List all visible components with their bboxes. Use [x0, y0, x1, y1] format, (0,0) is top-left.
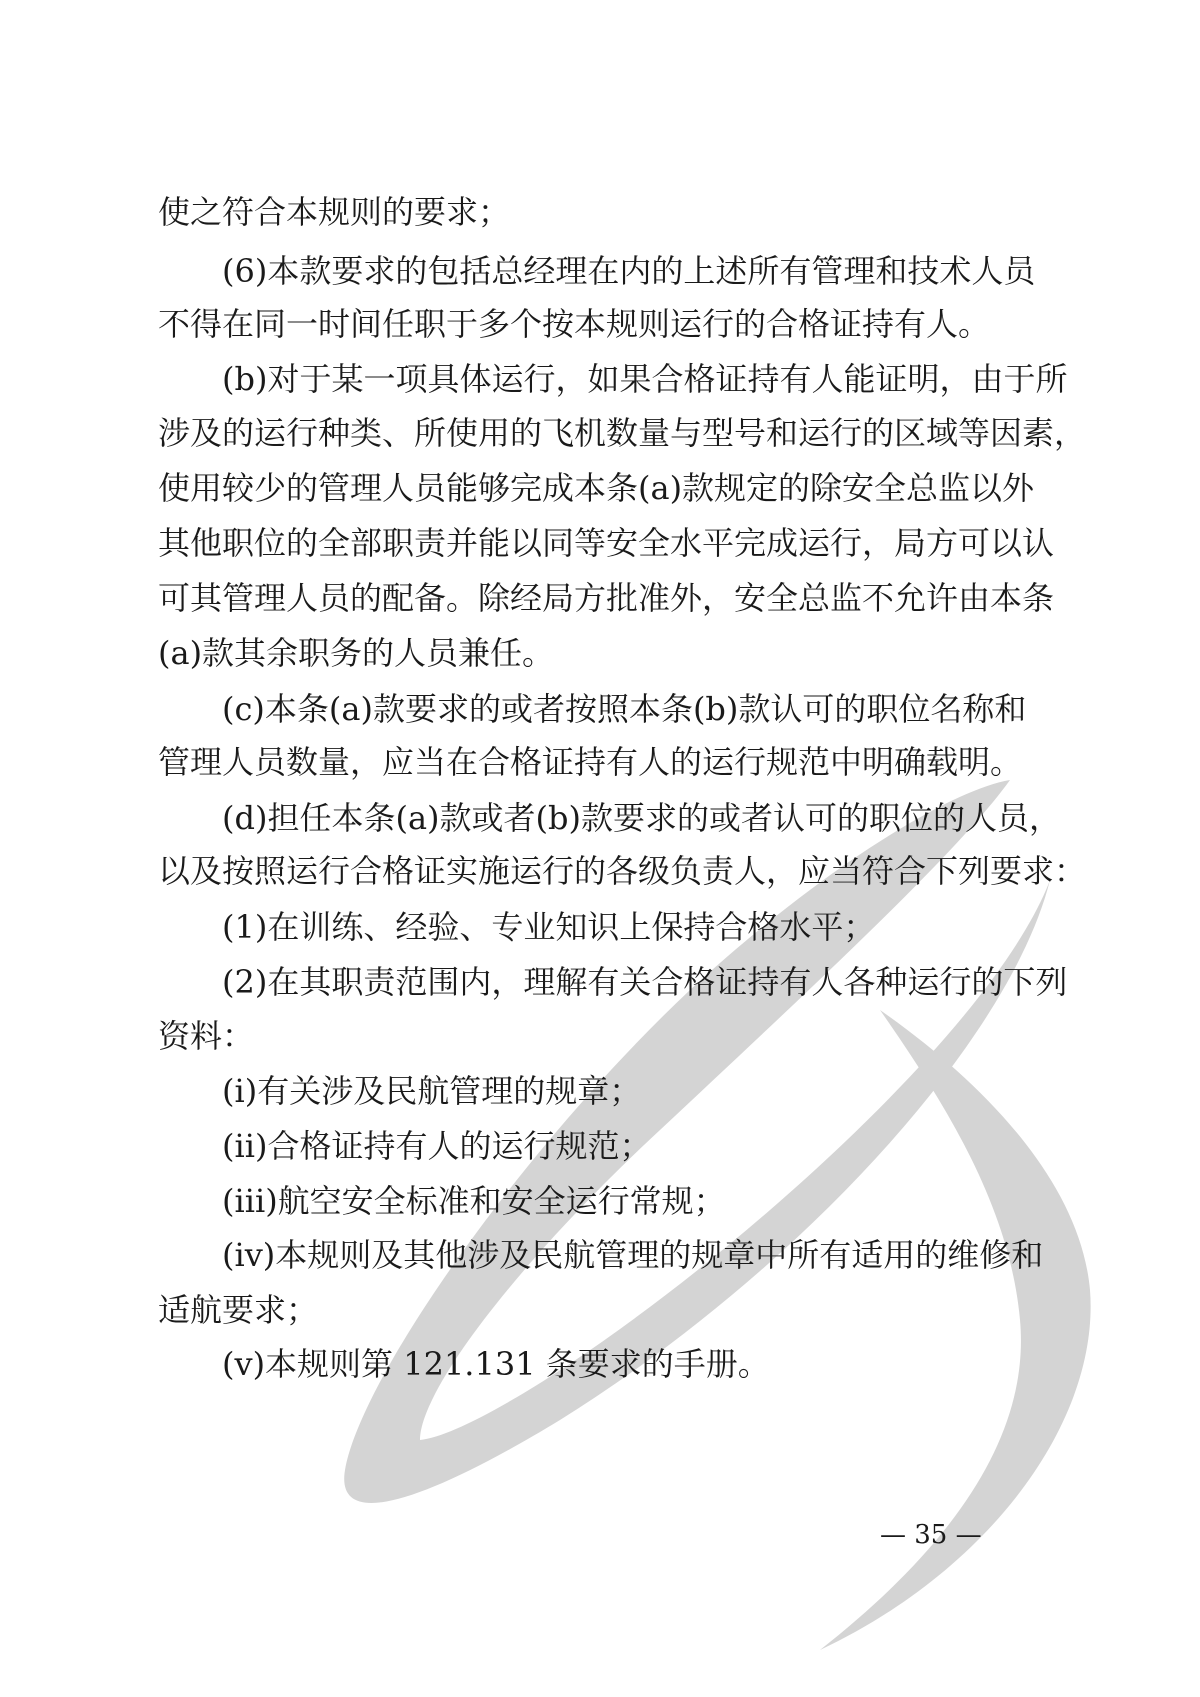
text-line: (1)在训练、经验、专业知识上保持合格水平；: [222, 908, 876, 946]
text-line: 管理人员数量，应当在合格证持有人的运行规范中明确载明。: [158, 743, 1023, 781]
text-line: (iii)航空安全标准和安全运行常规；: [222, 1182, 726, 1220]
text-line: (b)对于某一项具体运行，如果合格证持有人能证明，由于所: [222, 360, 1068, 398]
text-line: (ii)合格证持有人的运行规范；: [222, 1127, 652, 1165]
text-line: 适航要求；: [158, 1291, 319, 1329]
text-line: 其他职位的全部职责并能以同等安全水平完成运行，局方可以认: [158, 524, 1055, 562]
text-line: 以及按照运行合格证实施运行的各级负责人，应当符合下列要求：: [158, 852, 1087, 890]
text-line: (6)本款要求的包括总经理在内的上述所有管理和技术人员: [222, 252, 1036, 290]
text-line: 不得在同一时间任职于多个按本规则运行的合格证持有人。: [158, 305, 991, 343]
text-line: (c)本条(a)款要求的或者按照本条(b)款认可的职位名称和: [222, 690, 1027, 728]
text-line: (v)本规则第 121.131 条要求的手册。: [222, 1345, 770, 1383]
text-line: 涉及的运行种类、所使用的飞机数量与型号和运行的区域等因素，: [158, 414, 1087, 452]
page-number: — 35 —: [880, 1520, 982, 1550]
text-line: 资料：: [158, 1017, 255, 1055]
text-line: (iv)本规则及其他涉及民航管理的规章中所有适用的维修和: [222, 1236, 1044, 1274]
text-line: (i)有关涉及民航管理的规章；: [222, 1072, 642, 1110]
text-line: (2)在其职责范围内，理解有关合格证持有人各种运行的下列: [222, 963, 1068, 1001]
text-line: (d)担任本条(a)款或者(b)款要求的或者认可的职位的人员，: [222, 799, 1061, 837]
text-line: 可其管理人员的配备。除经局方批准外，安全总监不允许由本条: [158, 579, 1055, 617]
text-line: 使用较少的管理人员能够完成本条(a)款规定的除安全总监以外: [158, 469, 1035, 507]
text-line: 使之符合本规则的要求；: [158, 193, 511, 231]
text-line: (a)款其余职务的人员兼任。: [158, 634, 555, 672]
